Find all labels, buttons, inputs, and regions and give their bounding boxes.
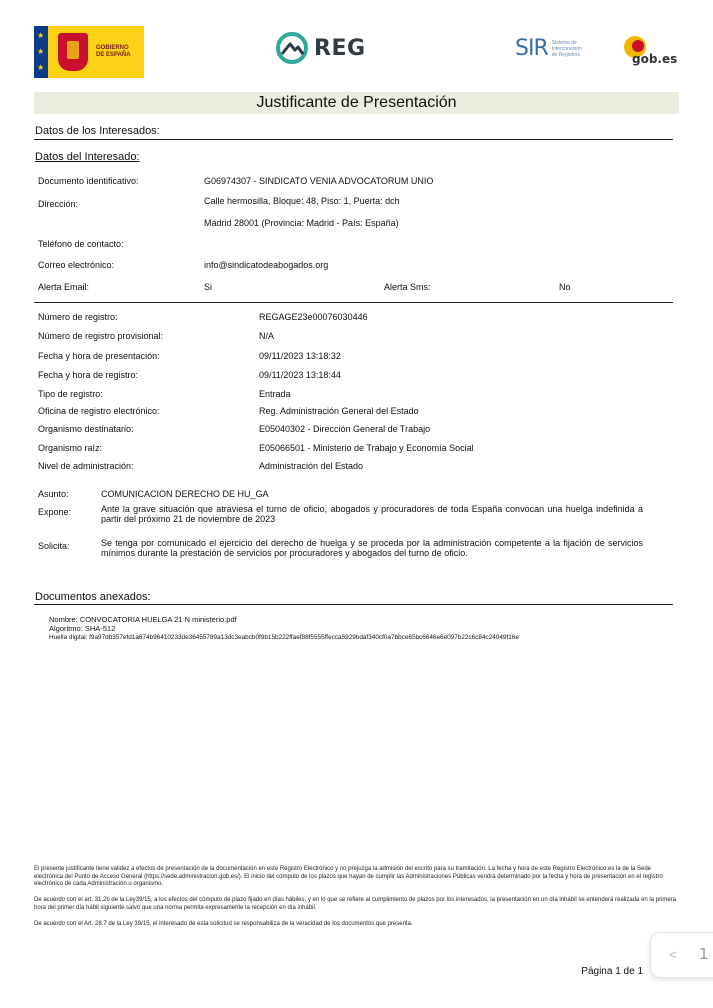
registro-label: Organismo raíz: — [38, 443, 103, 453]
gov-logo-line-2: DE ESPAÑA — [96, 52, 131, 58]
registro-label: Número de registro: — [38, 312, 118, 322]
asunto-value: COMUNICACION DERECHO DE HU_GA — [101, 489, 269, 499]
registro-label: Número de registro provisional: — [38, 331, 164, 341]
dir-label: Dirección: — [38, 199, 79, 209]
interesados-section-title: Datos de los Interesados: — [35, 125, 160, 137]
expone-label: Expone: — [38, 507, 72, 517]
dir-value-1: Calle hermosilla, Bloque: 48, Piso: 1, Puerta: dch — [204, 196, 400, 206]
registro-label: Nivel de administración: — [38, 461, 134, 471]
coat-of-arms-icon — [58, 33, 88, 71]
solicita-value: Se tenga por comunicado el ejercicio del derecho de huelga y se proceda por la administración competente a la fijación de servicios mínimos durante la prestación de servicios por procuradores y abogados del turno de oficio. — [101, 538, 643, 558]
registro-label: Oficina de registro electrónico: — [38, 406, 160, 416]
doc-value: G06974307 - SINDICATO VENIA ADVOCATORUM UNIO — [204, 176, 434, 186]
anexo-huella: Huella digital: f9a97db357efd1a674b96410233de36455789a13dc3eabcb0f9b15b222ffaef88f5555ffecca5929bdaf340cf0a7bbce65bc6646e6e097b22c6c84c24049f16e — [49, 634, 519, 641]
asunto-label: Asunto: — [38, 489, 69, 499]
registro-label: Fecha y hora de presentación: — [38, 351, 160, 361]
reg-logo-text: REG — [314, 35, 366, 61]
document-title: Justificante de Presentación — [34, 92, 679, 114]
expone-value: Ante la grave situación que atraviesa el turno de oficio, abogados y procuradores de toda España convocan una huelga indefinida a partir del próximo 21 de noviembre de 2023 — [101, 504, 643, 524]
email-value: info@sindicatodeabogados.org — [204, 260, 329, 270]
sir-logo-line-1: Sistema de — [551, 39, 577, 46]
registro-value: 09/11/2023 13:18:32 — [259, 351, 341, 361]
page-number: Página 1 de 1 — [581, 966, 643, 977]
registro-value: Reg. Administración General del Estado — [259, 406, 419, 416]
anexos-section-title: Documentos anexados: — [35, 591, 151, 603]
alert-email-label: Alerta Email: — [38, 282, 90, 292]
registro-value: E05040302 - Dirección General de Trabajo — [259, 424, 431, 434]
gov-logo-line-1: GOBIERNO — [96, 45, 129, 51]
alert-sms-label: Alerta Sms: — [384, 282, 431, 292]
gob-logo-text: gob.es — [632, 52, 678, 66]
footer-legal-p2: De acuerdo con el art. 31.2b de la Ley39/15, a los efectos del cómputo de plazo fijado en días hábiles, y en lo que se refiere al cumplimiento de plazos por los interesados, la presentación en un día inhábil se entenderá realizada en la primera hora del primer día hábil siguiente salvo que una norma permita expresamente la recepción en día inhábil. — [34, 897, 677, 911]
page-navigator — [650, 932, 713, 978]
eu-flag-icon: ★ ★ ★ — [34, 26, 48, 78]
dir-value-2: Madrid 28001 (Provincia: Madrid - País: España) — [204, 218, 399, 228]
page-indicator[interactable]: 1 — [699, 945, 709, 963]
gobierno-de-espana-logo — [34, 26, 144, 78]
tel-label: Teléfono de contacto: — [38, 239, 124, 249]
registro-value: REGAGE23e00076030446 — [259, 312, 368, 322]
interesado-subsection-title: Datos del Interesado: — [35, 151, 140, 163]
anexo-nombre: Nombre: CONVOCATORIA HUELGA 21 N ministerio.pdf — [49, 615, 237, 624]
registro-label: Fecha y hora de registro: — [38, 370, 139, 380]
footer-legal-p3: De acuerdo con el Art. 28.7 de la Ley 39/15, el interesado de esta solicitud se responsabiliza de la veracidad de los documentos que presenta. — [34, 921, 413, 927]
solicita-label: Solicita: — [38, 541, 70, 551]
divider — [34, 302, 673, 303]
registro-label: Tipo de registro: — [38, 389, 103, 399]
divider — [34, 604, 673, 605]
doc-label: Documento identificativo: — [38, 176, 139, 186]
gob-es-logo — [622, 34, 678, 68]
footer-legal-p1: El presente justificante tiene validez a efectos de presentación de la documentación en este Registro Electrónico y no prejuzga la admisión del escrito para su tramitación. La fecha y hora de este Registro Electrónico es la de la Sede electrónica del Punto de Acceso General (https://sede.administracion.gob.es/). El inicio del cómputo de los plazos que hayan de cumplir las Administraciones Públicas vendrá determinado por la fecha y hora de presentación en el registro electrónico de cada Administración u organismo. — [34, 866, 663, 887]
sir-logo-line-3: de Registros — [551, 51, 580, 58]
registro-value: Entrada — [259, 389, 291, 399]
anexo-algoritmo: Algoritmo: SHA-512 — [49, 624, 116, 633]
sir-logo-line-2: Interconexión — [551, 45, 582, 52]
registro-value: 09/11/2023 13:18:44 — [259, 370, 341, 380]
alert-email-value: Si — [204, 282, 213, 292]
registro-value: E05066501 - Ministerio de Trabajo y Economía Social — [259, 443, 474, 453]
registro-value: N/A — [259, 331, 275, 341]
reg-mountain-icon — [276, 32, 308, 64]
email-label: Correo electrónico: — [38, 260, 115, 270]
alert-sms-value: No — [559, 282, 571, 292]
sir-logo-mark: SIR — [515, 36, 548, 61]
registro-value: Administración del Estado — [259, 461, 364, 471]
sir-logo — [515, 36, 600, 61]
previous-page-button[interactable]: < — [669, 947, 677, 962]
registro-label: Organismo destinatario: — [38, 424, 134, 434]
reg-logo — [276, 30, 366, 66]
divider — [34, 139, 673, 140]
